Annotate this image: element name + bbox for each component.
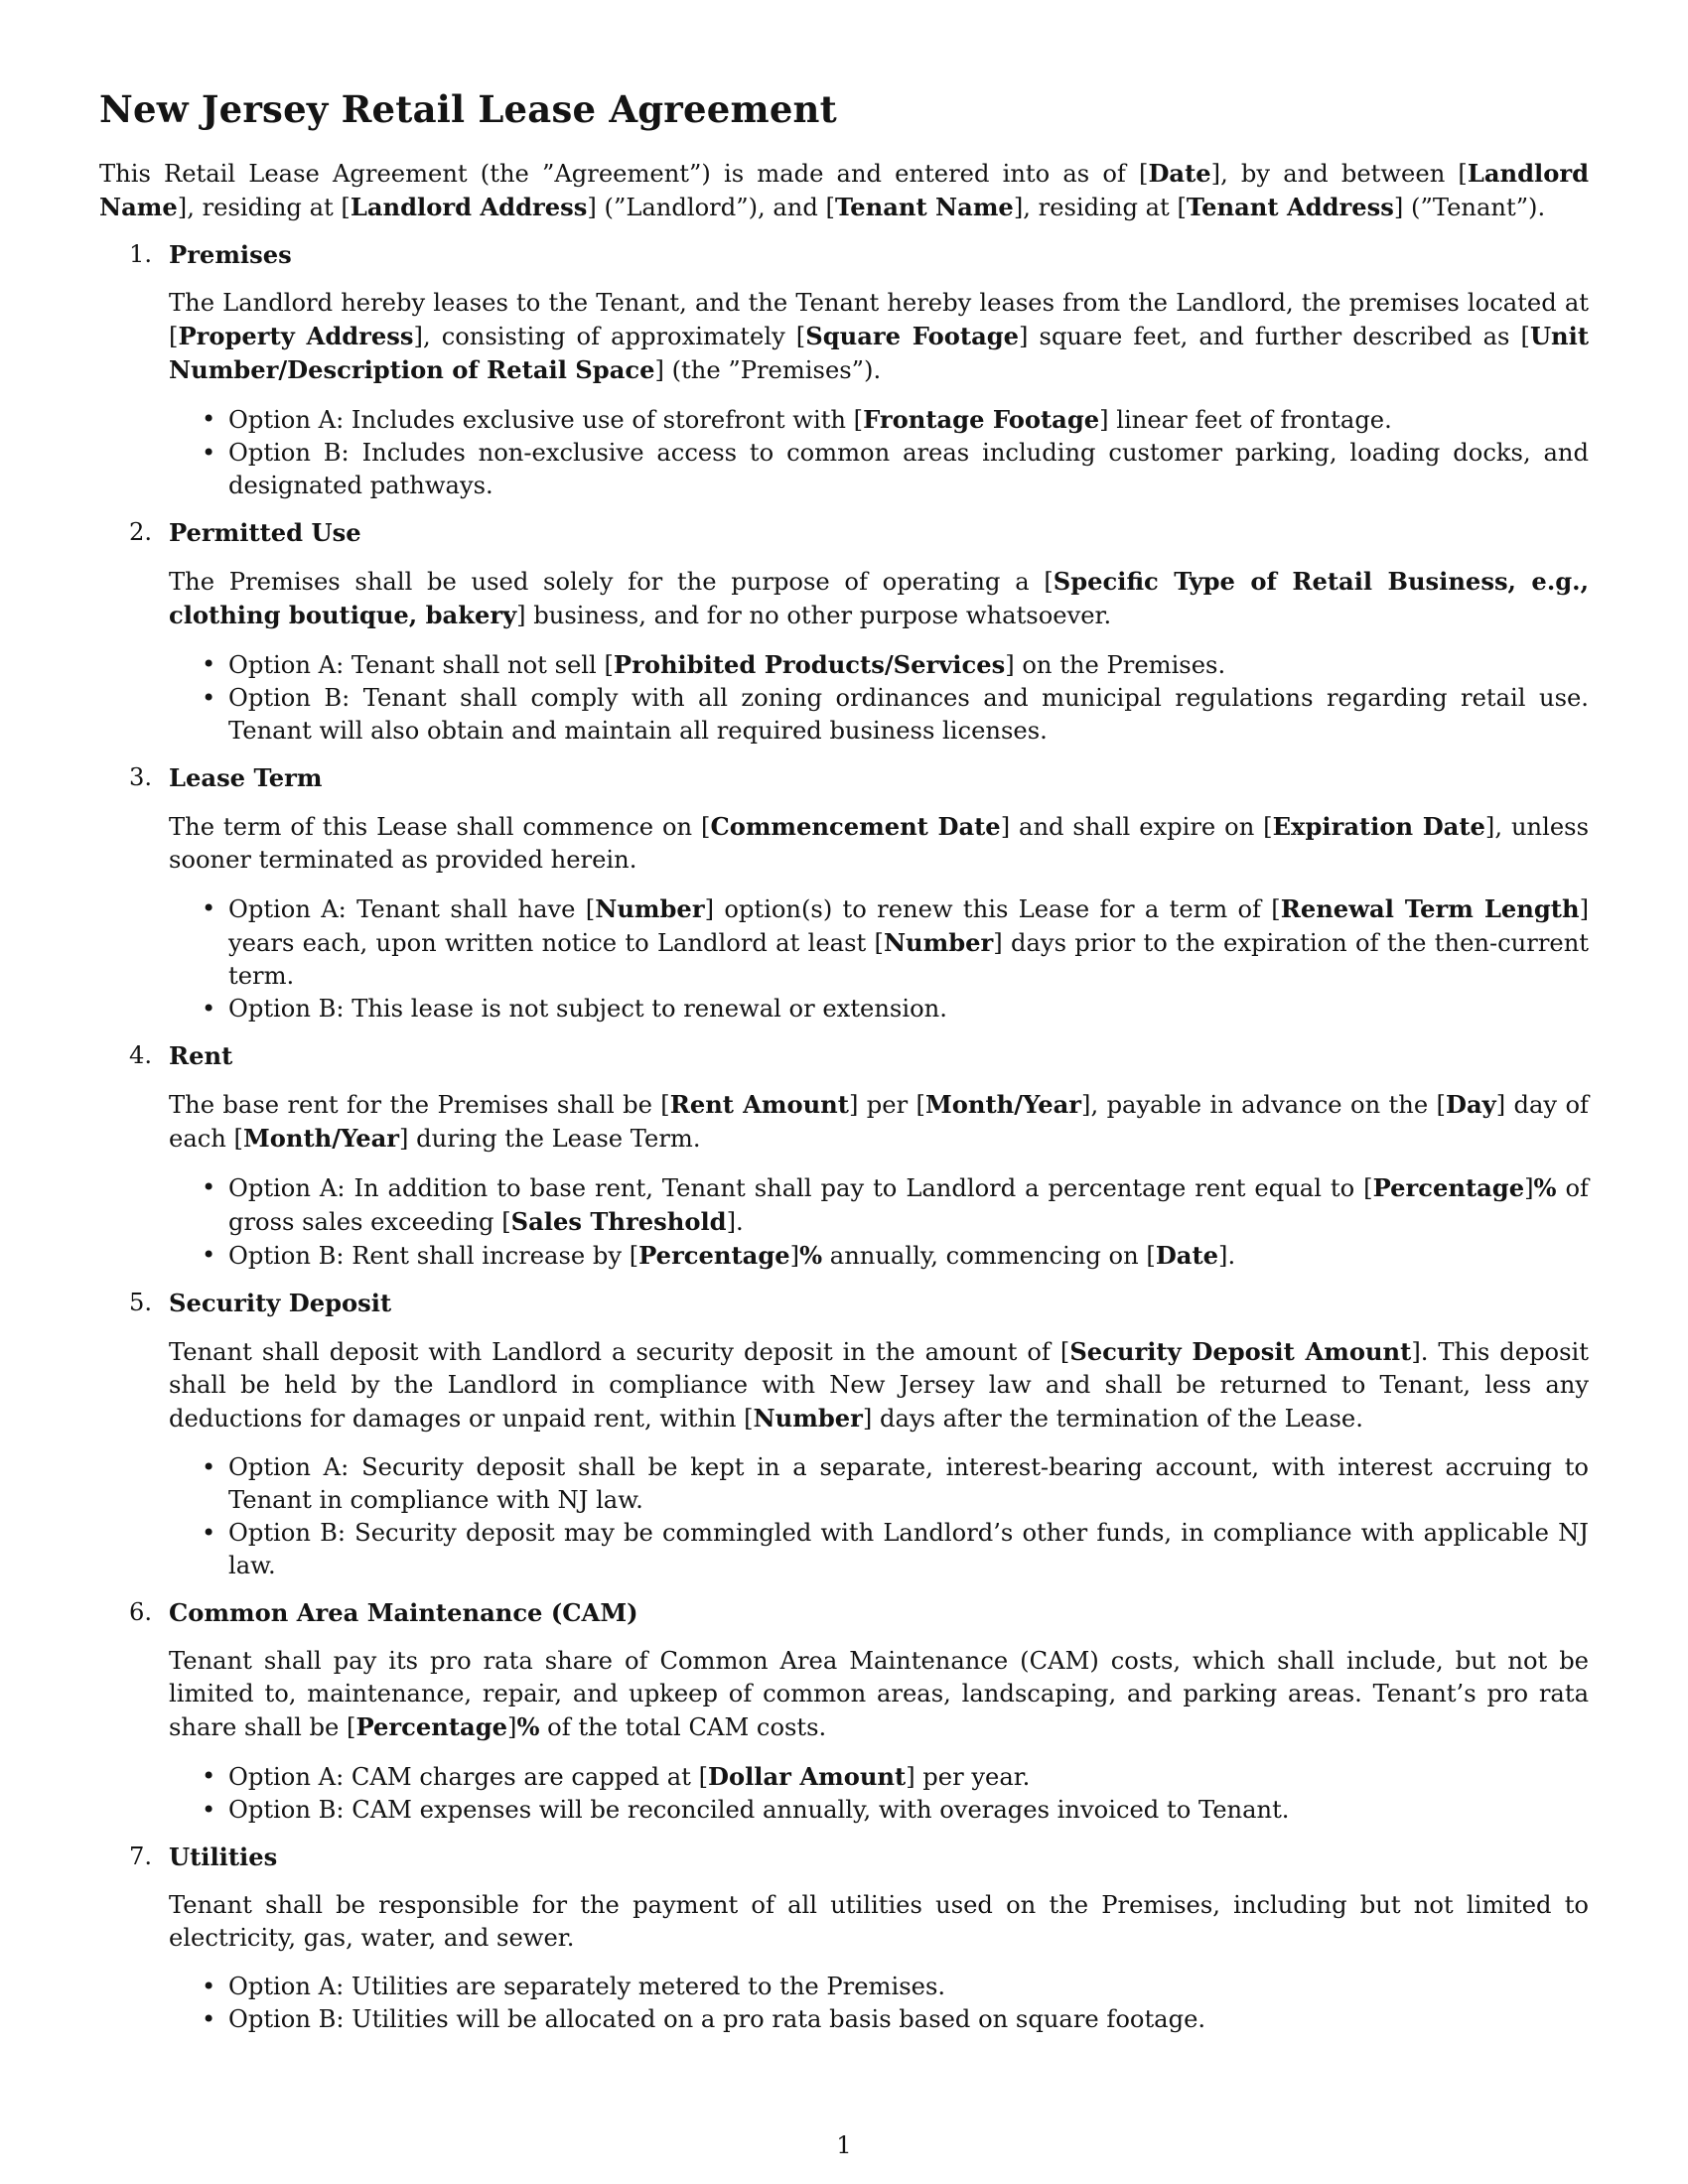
option-list xyxy=(169,648,1589,748)
section-title: Rent xyxy=(169,1041,233,1070)
placeholder-field: % xyxy=(516,1712,540,1741)
section-body xyxy=(169,1645,1589,1744)
section-item xyxy=(99,761,1589,1025)
text-run: ] years each, upon written notice to Landlord at least [ xyxy=(228,895,1589,957)
placeholder-field: Number xyxy=(883,928,994,957)
bullet-icon: • xyxy=(202,1519,216,1547)
bullet-icon: • xyxy=(202,439,216,467)
bullet-icon: • xyxy=(202,995,216,1023)
text-run: ]. xyxy=(1218,1242,1236,1270)
bullet-icon: • xyxy=(202,405,216,433)
text-run: Option A: In addition to base rent, Tenant shall pay to Landlord a percentage rent equal to [ xyxy=(228,1174,1373,1202)
text-run: ] business, and for no other purpose whatsoever. xyxy=(516,602,1112,629)
text-run: ] xyxy=(1524,1174,1534,1202)
bullet-icon: • xyxy=(202,2005,216,2033)
text-run: ] option(s) to renew this Lease for a term of [ xyxy=(704,895,1281,923)
section-number: 7. xyxy=(129,1843,153,1870)
placeholder-field: Landlord Name xyxy=(99,159,1590,221)
text-run: Option B: Includes non-exclusive access to common areas including customer parking, loading docks, and designated pathways. xyxy=(228,439,1589,499)
bullet-icon: • xyxy=(202,1173,216,1201)
option-item xyxy=(169,403,1589,437)
placeholder-field: Day xyxy=(1445,1090,1496,1119)
text-run: Option A: Includes exclusive use of storefront with [ xyxy=(228,406,864,434)
placeholder-field: Number xyxy=(595,894,705,923)
placeholder-field: Rent Amount xyxy=(669,1090,849,1119)
placeholder-field: Landlord Address xyxy=(350,193,588,221)
option-list xyxy=(169,1171,1589,1273)
section-title: Utilities xyxy=(169,1843,278,1871)
text-run: The base rent for the Premises shall be [ xyxy=(169,1091,670,1119)
text-run: Tenant shall deposit with Landlord a security deposit in the amount of [ xyxy=(169,1338,1070,1366)
section-item xyxy=(99,1039,1589,1273)
text-run: ] (”Tenant”). xyxy=(1393,194,1546,221)
placeholder-field: % xyxy=(1533,1173,1557,1202)
section-number: 4. xyxy=(129,1041,153,1069)
text-run: Option A: Tenant shall not sell [ xyxy=(228,651,614,679)
placeholder-field: Month/Year xyxy=(242,1124,400,1153)
section-item xyxy=(99,238,1589,502)
placeholder-field: Security Deposit Amount xyxy=(1069,1337,1412,1366)
section-body xyxy=(169,565,1589,632)
text-run: ] square feet, and further described as [ xyxy=(1019,323,1530,350)
text-run: ] days prior to the expiration of the then-current term. xyxy=(228,929,1589,990)
placeholder-field: Expiration Date xyxy=(1272,812,1485,841)
text-run: ], by and between [ xyxy=(1210,160,1468,188)
option-item xyxy=(169,993,1589,1025)
document-title: New Jersey Retail Lease Agreement xyxy=(99,87,837,131)
text-run: ] xyxy=(789,1242,800,1270)
text-run: Tenant shall pay its pro rata share of Common Area Maintenance (CAM) costs, which shall include, but not be limited to, maintenance, repair, and upkeep of common areas, landscaping, and parking areas. Tenant’s pro rata share shall be [ xyxy=(169,1647,1589,1741)
text-run: Option B: Utilities will be allocated on a pro rata basis based on square footage. xyxy=(228,2005,1206,2033)
text-run: This Retail Lease Agreement (the ”Agreement”) is made and entered into as of [ xyxy=(99,160,1149,188)
text-run: ], residing at [ xyxy=(1013,194,1187,221)
option-item xyxy=(169,1794,1589,1827)
text-run: ]. xyxy=(726,1208,744,1236)
placeholder-field: Unit Number/Description of Retail Space xyxy=(169,322,1589,384)
option-item xyxy=(169,682,1589,748)
page-number: 1 xyxy=(836,2131,852,2159)
option-item xyxy=(169,1760,1589,1794)
placeholder-field: Month/Year xyxy=(924,1090,1082,1119)
placeholder-field: Sales Threshold xyxy=(510,1207,727,1236)
text-run: ] and shall expire on [ xyxy=(1000,813,1273,841)
text-run: ] (the ”Premises”). xyxy=(654,356,882,384)
placeholder-field: Percentage xyxy=(355,1712,508,1741)
section-number: 5. xyxy=(129,1289,153,1316)
text-run: Option B: Rent shall increase by [ xyxy=(228,1242,639,1270)
text-run: ] (”Landlord”), and [ xyxy=(587,194,835,221)
bullet-icon: • xyxy=(202,684,216,712)
section-item xyxy=(99,516,1589,748)
section-number: 6. xyxy=(129,1598,153,1626)
placeholder-field: Prohibited Products/Services xyxy=(613,650,1006,679)
placeholder-field: Date xyxy=(1148,159,1211,188)
placeholder-field: Renewal Term Length xyxy=(1280,894,1580,923)
text-run: Option B: CAM expenses will be reconciled annually, with overages invoiced to Tenant. xyxy=(228,1796,1290,1824)
text-run: ] days after the termination of the Lease. xyxy=(862,1405,1363,1433)
option-list xyxy=(169,1451,1589,1582)
bullet-icon: • xyxy=(202,1453,216,1481)
option-item xyxy=(169,1971,1589,2003)
text-run: ] during the Lease Term. xyxy=(399,1125,701,1153)
section-list xyxy=(99,238,1589,2036)
option-item xyxy=(169,892,1589,993)
option-item xyxy=(169,1239,1589,1273)
section-body xyxy=(169,287,1589,387)
section-title: Common Area Maintenance (CAM) xyxy=(169,1598,638,1627)
bullet-icon: • xyxy=(202,1796,216,1824)
option-list xyxy=(169,403,1589,502)
placeholder-field: Property Address xyxy=(178,322,414,350)
text-run: ], payable in advance on the [ xyxy=(1081,1091,1446,1119)
text-run: ], residing at [ xyxy=(177,194,351,221)
bullet-icon: • xyxy=(202,1762,216,1790)
placeholder-field: % xyxy=(799,1241,823,1270)
text-run: The term of this Lease shall commence on [ xyxy=(169,813,711,841)
text-run: of the total CAM costs. xyxy=(539,1713,827,1741)
text-run: ] on the Premises. xyxy=(1005,651,1226,679)
section-body xyxy=(169,1889,1589,1955)
section-title: Lease Term xyxy=(169,763,323,792)
section-body xyxy=(169,810,1589,877)
text-run: ], consisting of approximately [ xyxy=(413,323,806,350)
text-run: ] xyxy=(507,1713,517,1741)
placeholder-field: Dollar Amount xyxy=(708,1762,907,1791)
text-run: Option B: Tenant shall comply with all zoning ordinances and municipal regulations regarding retail use. Tenant will also obtain and maintain all required business licenses. xyxy=(228,684,1589,745)
option-list xyxy=(169,1971,1589,2036)
placeholder-field: Tenant Address xyxy=(1186,193,1394,221)
placeholder-field: Square Footage xyxy=(805,322,1020,350)
text-run: Option B: Security deposit may be commingled with Landlord’s other funds, in compliance with applicable NJ law. xyxy=(228,1519,1589,1579)
text-run: ] linear feet of frontage. xyxy=(1099,406,1392,434)
section-body xyxy=(169,1088,1589,1156)
section-item xyxy=(99,1596,1589,1827)
text-run: Tenant shall be responsible for the payment of all utilities used on the Premises, including but not limited to electricity, gas, water, and sewer. xyxy=(169,1891,1589,1952)
text-run: Option A: CAM charges are capped at [ xyxy=(228,1763,709,1791)
option-list xyxy=(169,892,1589,1025)
section-title: Premises xyxy=(169,240,292,269)
placeholder-field: Commencement Date xyxy=(710,812,1001,841)
text-run: ]. This deposit shall be held by the Landlord in compliance with New Jersey law and shall be returned to Tenant, less any deductions for damages or unpaid rent, within [ xyxy=(169,1338,1589,1433)
placeholder-field: Specific Type of Retail Business, e.g., clothing boutique, bakery xyxy=(169,567,1589,629)
text-run: annually, commencing on [ xyxy=(822,1242,1156,1270)
text-run: Option A: Utilities are separately metered to the Premises. xyxy=(228,1973,946,2000)
option-item xyxy=(169,1171,1589,1239)
bullet-icon: • xyxy=(202,650,216,678)
text-run: ] per [ xyxy=(848,1091,925,1119)
section-number: 1. xyxy=(129,240,153,268)
section-title: Security Deposit xyxy=(169,1289,392,1317)
option-item xyxy=(169,2003,1589,2036)
text-run: Option A: Security deposit shall be kept in a separate, interest-bearing account, with interest accruing to Tenant in compliance with NJ law. xyxy=(228,1453,1589,1514)
text-run: The Landlord hereby leases to the Tenant, and the Tenant hereby leases from the Landlord, the premises located at [ xyxy=(169,289,1589,350)
option-item xyxy=(169,1451,1589,1517)
section-number: 2. xyxy=(129,518,153,546)
bullet-icon: • xyxy=(202,1241,216,1269)
option-item xyxy=(169,1517,1589,1582)
intro-paragraph xyxy=(99,157,1589,224)
option-list xyxy=(169,1760,1589,1827)
placeholder-field: Date xyxy=(1155,1241,1219,1270)
text-run: The Premises shall be used solely for the purpose of operating a [ xyxy=(169,568,1054,596)
section-item xyxy=(99,1287,1589,1582)
text-run: Option A: Tenant shall have [ xyxy=(228,895,596,923)
option-item xyxy=(169,648,1589,682)
placeholder-field: Percentage xyxy=(638,1241,790,1270)
section-number: 3. xyxy=(129,763,153,791)
text-run: ] per year. xyxy=(906,1763,1031,1791)
bullet-icon: • xyxy=(202,894,216,922)
placeholder-field: Percentage xyxy=(1372,1173,1525,1202)
bullet-icon: • xyxy=(202,1973,216,2000)
option-item xyxy=(169,437,1589,502)
placeholder-field: Tenant Name xyxy=(835,193,1014,221)
section-body xyxy=(169,1335,1589,1435)
text-run: ], unless sooner terminated as provided herein. xyxy=(169,813,1589,874)
section-title: Permitted Use xyxy=(169,518,361,547)
section-item xyxy=(99,1841,1589,2036)
placeholder-field: Frontage Footage xyxy=(863,405,1100,434)
text-run: ] day of each [ xyxy=(169,1091,1589,1153)
text-run: of gross sales exceeding [ xyxy=(228,1174,1590,1236)
text-run: Option B: This lease is not subject to renewal or extension. xyxy=(228,995,947,1023)
placeholder-field: Number xyxy=(753,1404,863,1433)
